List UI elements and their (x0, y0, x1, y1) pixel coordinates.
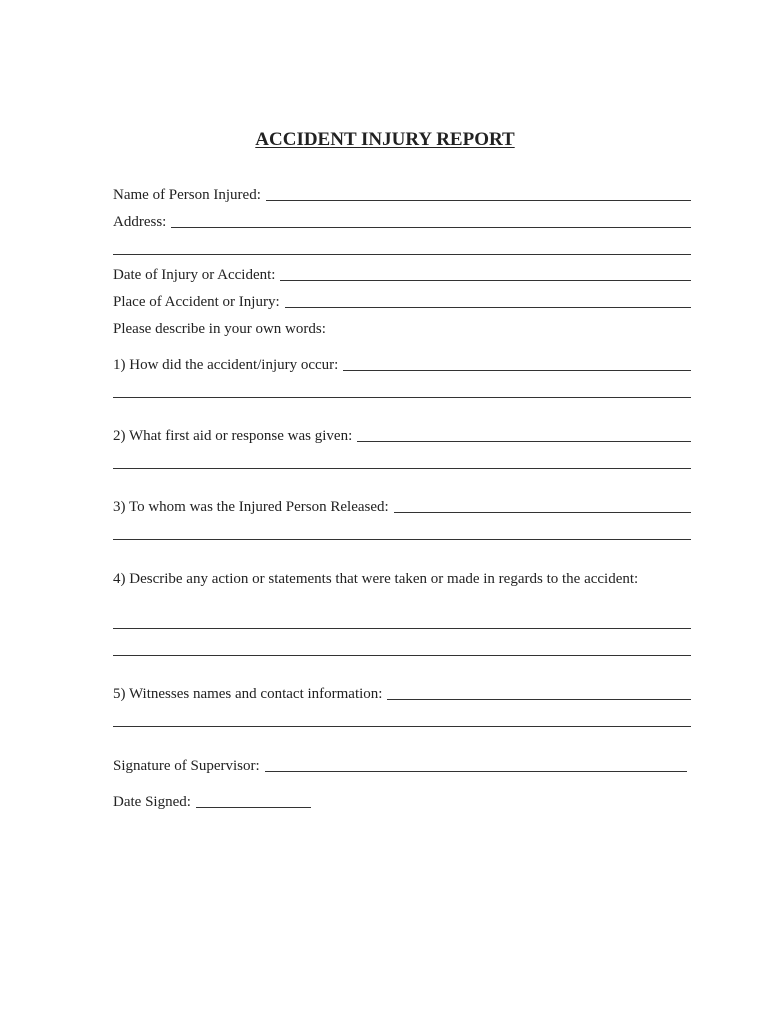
q1-input[interactable] (343, 356, 691, 371)
describe-prompt: Please describe in your own words: (113, 321, 326, 337)
q5-field-row (113, 685, 691, 703)
address-input[interactable] (171, 213, 691, 228)
q2-field-row (113, 427, 691, 445)
date-field-row (113, 266, 691, 284)
name-input[interactable] (266, 186, 691, 201)
q2-input[interactable] (357, 427, 691, 442)
q3-label: 3) To whom was the Injured Person Released: (113, 499, 389, 515)
q1-field-row (113, 356, 691, 374)
date-signed-field-row (113, 793, 311, 811)
q3-input[interactable] (394, 498, 691, 513)
date-signed-label: Date Signed: (113, 794, 191, 810)
q5-input-line-2[interactable] (113, 726, 691, 727)
q1-label: 1) How did the accident/injury occur: (113, 357, 339, 373)
q1-input-line-2[interactable] (113, 397, 691, 398)
q2-input-line-2[interactable] (113, 468, 691, 469)
name-field-row (113, 186, 691, 204)
signature-label: Signature of Supervisor: (113, 758, 260, 774)
q5-input[interactable] (387, 685, 691, 700)
signature-input[interactable] (265, 757, 687, 772)
page-title: ACCIDENT INJURY REPORT (255, 129, 515, 150)
q2-label: 2) What first aid or response was given: (113, 428, 353, 444)
date-signed-input[interactable] (196, 793, 311, 808)
place-field-row (113, 293, 691, 311)
q3-input-line-2[interactable] (113, 539, 691, 540)
q5-label: 5) Witnesses names and contact information: (113, 686, 383, 702)
address-label: Address: (113, 214, 167, 230)
place-input[interactable] (285, 293, 691, 308)
q3-field-row (113, 498, 691, 516)
place-label: Place of Accident or Injury: (113, 294, 280, 310)
name-label: Name of Person Injured: (113, 187, 261, 203)
date-label: Date of Injury or Accident: (113, 267, 276, 283)
q4-input-line-2[interactable] (113, 655, 691, 656)
q4-label: 4) Describe any action or statements that were taken or made in regards to the accident: (113, 571, 639, 587)
address-input-line-2[interactable] (113, 254, 691, 255)
q4-input-line-1[interactable] (113, 628, 691, 629)
date-input[interactable] (280, 266, 691, 281)
address-field-row (113, 213, 691, 231)
signature-field-row (113, 757, 687, 775)
